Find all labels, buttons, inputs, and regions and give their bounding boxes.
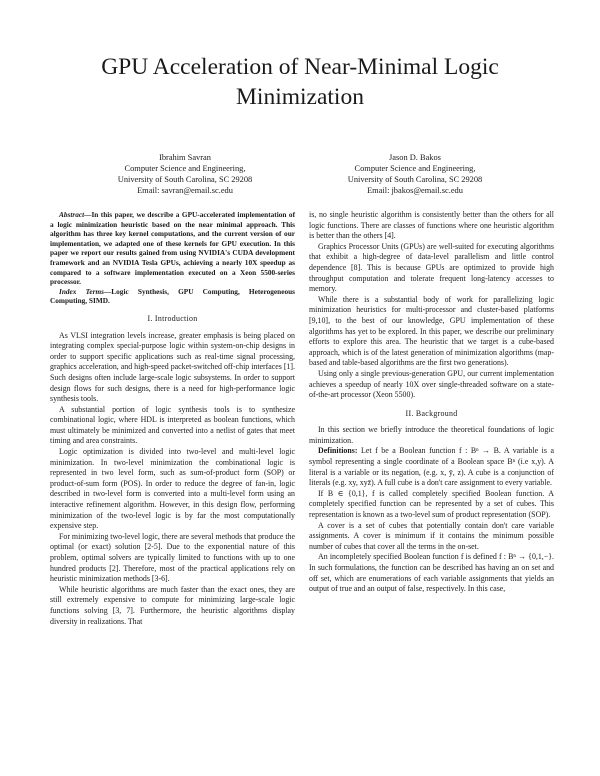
- paragraph: While heuristic algorithms are much faster than the exact ones, they are still extremely expensive to compute for minimizing large-scale logic functions solving [3, 7]. Furthermore, the heuristic algorithms display diversity in realizations. That: [50, 584, 295, 626]
- paragraph: As VLSI integration levels increase, greater emphasis is being placed on integrating complex special-purpose logic within system-on-chip designs in order to support specific applications such as real-time signal processing, graphics acceleration, and high-speed packet-switched off-chip interfaces [1]. Such designs often include large-scale logic subsystems. In order to support design flows for such designs, there is a need for high-performance logic synthesis tools.: [50, 330, 296, 404]
- author-email: Email: savran@email.sc.edu: [137, 186, 233, 195]
- definitions-paragraph: [309, 446, 554, 488]
- definitions-text: Let f be a Boolean function f : Bⁿ → B. A variable is a symbol representing a single coordinate of a Boolean space Bⁿ (i.e x,y). A literal is a variable or its negation, (e.g. x, ȳ, z). A cube is a conjunction of literals (e.g. xy, xyz̄). A full cube is a don't care assignment to every variable.: [309, 446, 554, 488]
- paragraph: For minimizing two-level logic, there are several methods that produce the optimal (or exact) solution [2-5]. Due to the exponential nature of this problem, optimal solvers are typically limited to functions with up to one hundred products [2]. Therefore, most of the practical applications rely on heuristic minimization methods [3-6].: [50, 531, 295, 584]
- left-column: [50, 210, 295, 627]
- abstract-text: —In this paper, we describe a GPU-accelerated implementation of a logic minimization heuristic based on the near minimal approach. This algorithm has three key kernel computations, and the current version of our implementation, we adapted one of these kernels for GPU execution. In this paper we report our results gained from using NVIDIA's CUDA development framework and an NVIDIA Tesla GPUs, achieving a nearly 10X speedup as compared to a software implementation executed on a Xeon 5500-series processor.: [50, 210, 295, 287]
- paragraph: Using only a single previous-generation GPU, our current implementation achieves a speedup of nearly 10X over single-threaded software on a state-of-the-art processor (Xeon 5500).: [309, 368, 554, 400]
- paragraph: A cover is a set of cubes that potentially contain don't care variable assignments. A cover is minimum if it contains the minimum possible number of cubes that cover all the terms in the on-set.: [309, 520, 554, 551]
- author-department: Computer Science and Engineering,: [124, 164, 246, 173]
- index-terms-lead: Index Terms: [59, 286, 104, 296]
- paragraph: Logic optimization is divided into two-level and multi-level logic minimization. In two-level minimization the combinational logic is represented in two level form, such as sum-of-product form (SOP) or product-of-sum form (POS). In order to reduce the degree of fan-in, logic described in two-level form is converted into a multi-level form using an interactive refinement algorithm. However, in this design flow, performing minimization of the two-level logic is by far the most computationally expensive step.: [50, 447, 295, 531]
- author-university: University of South Carolina, SC 29208: [347, 175, 483, 184]
- index-terms-text: —Logic Synthesis, GPU Computing, Heterogeneous Computing, SIMD.: [50, 286, 296, 306]
- page-title: GPU Acceleration of Near-Minimal Logic Minimization: [101, 54, 499, 110]
- author-university: University of South Carolina, SC 29208: [117, 175, 253, 184]
- abstract: [50, 210, 295, 287]
- author-block-1: [60, 152, 310, 196]
- paragraph: While there is a substantial body of work for parallelizing logic minimization heuristics for multi-processor and cluster-based platforms [9,10], to the best of our knowledge, GPU implementation of these algorithms has yet to be explored. In this paper, we describe our preliminary efforts to explore this area. The heuristic that we target is a cube-based approach, which is of the latest generation of minimization algorithms (map-based and table-based algorithms are the first two generations).: [309, 294, 554, 368]
- paragraph: Graphics Processor Units (GPUs) are well-suited for executing algorithms that exhibit a high-degree of data-level parallelism and little control dependence [8]. This is because GPUs are optimized to provide high throughput computation and tolerate frequent long-latency accesses to memory.: [309, 241, 554, 294]
- paragraph: is, no single heuristic algorithm is consistently better than the others for all logic functions. There are classes of functions where one heuristic algorithm is better than the others [4].: [309, 210, 554, 241]
- paragraph: An incompletely specified Boolean function f is defined f : Bⁿ → {0,1,−}. In such formulations, the function can be described has having an on set and off set, which are enumerations of each variable assignments that yields an output of true and an output of false, respectively. In this case,: [309, 552, 554, 594]
- author-name: Jason D. Bakos: [389, 153, 441, 162]
- right-column: [309, 210, 554, 595]
- section-heading-introduction: I. Introduction: [147, 313, 198, 323]
- author-email: Email: jbakos@email.sc.edu: [367, 186, 463, 195]
- abstract-lead: Abstract: [59, 210, 85, 219]
- definitions-label: Definitions:: [318, 446, 358, 456]
- author-department: Computer Science and Engineering,: [354, 164, 476, 173]
- author-block-2: [290, 152, 540, 196]
- author-name: Ibrahim Savran: [159, 153, 211, 162]
- section-heading-background: II. Background: [405, 408, 458, 418]
- paragraph: If B ∈ {0,1}, f is called completely specified Boolean function. A completely specified function can be represented by a set of cubes. This representation is known as a two-level sum of product representation (SOP).: [309, 488, 554, 520]
- index-terms: [50, 287, 295, 306]
- paragraph: A substantial portion of logic synthesis tools is to synthesize combinational logic, where HDL is interpreted as boolean functions, which must ultimately be minimized and converted into a netlist of gates that meet timing and area constraints.: [50, 404, 295, 446]
- paragraph: In this section we briefly introduce the theoretical foundations of logic minimization.: [309, 425, 554, 445]
